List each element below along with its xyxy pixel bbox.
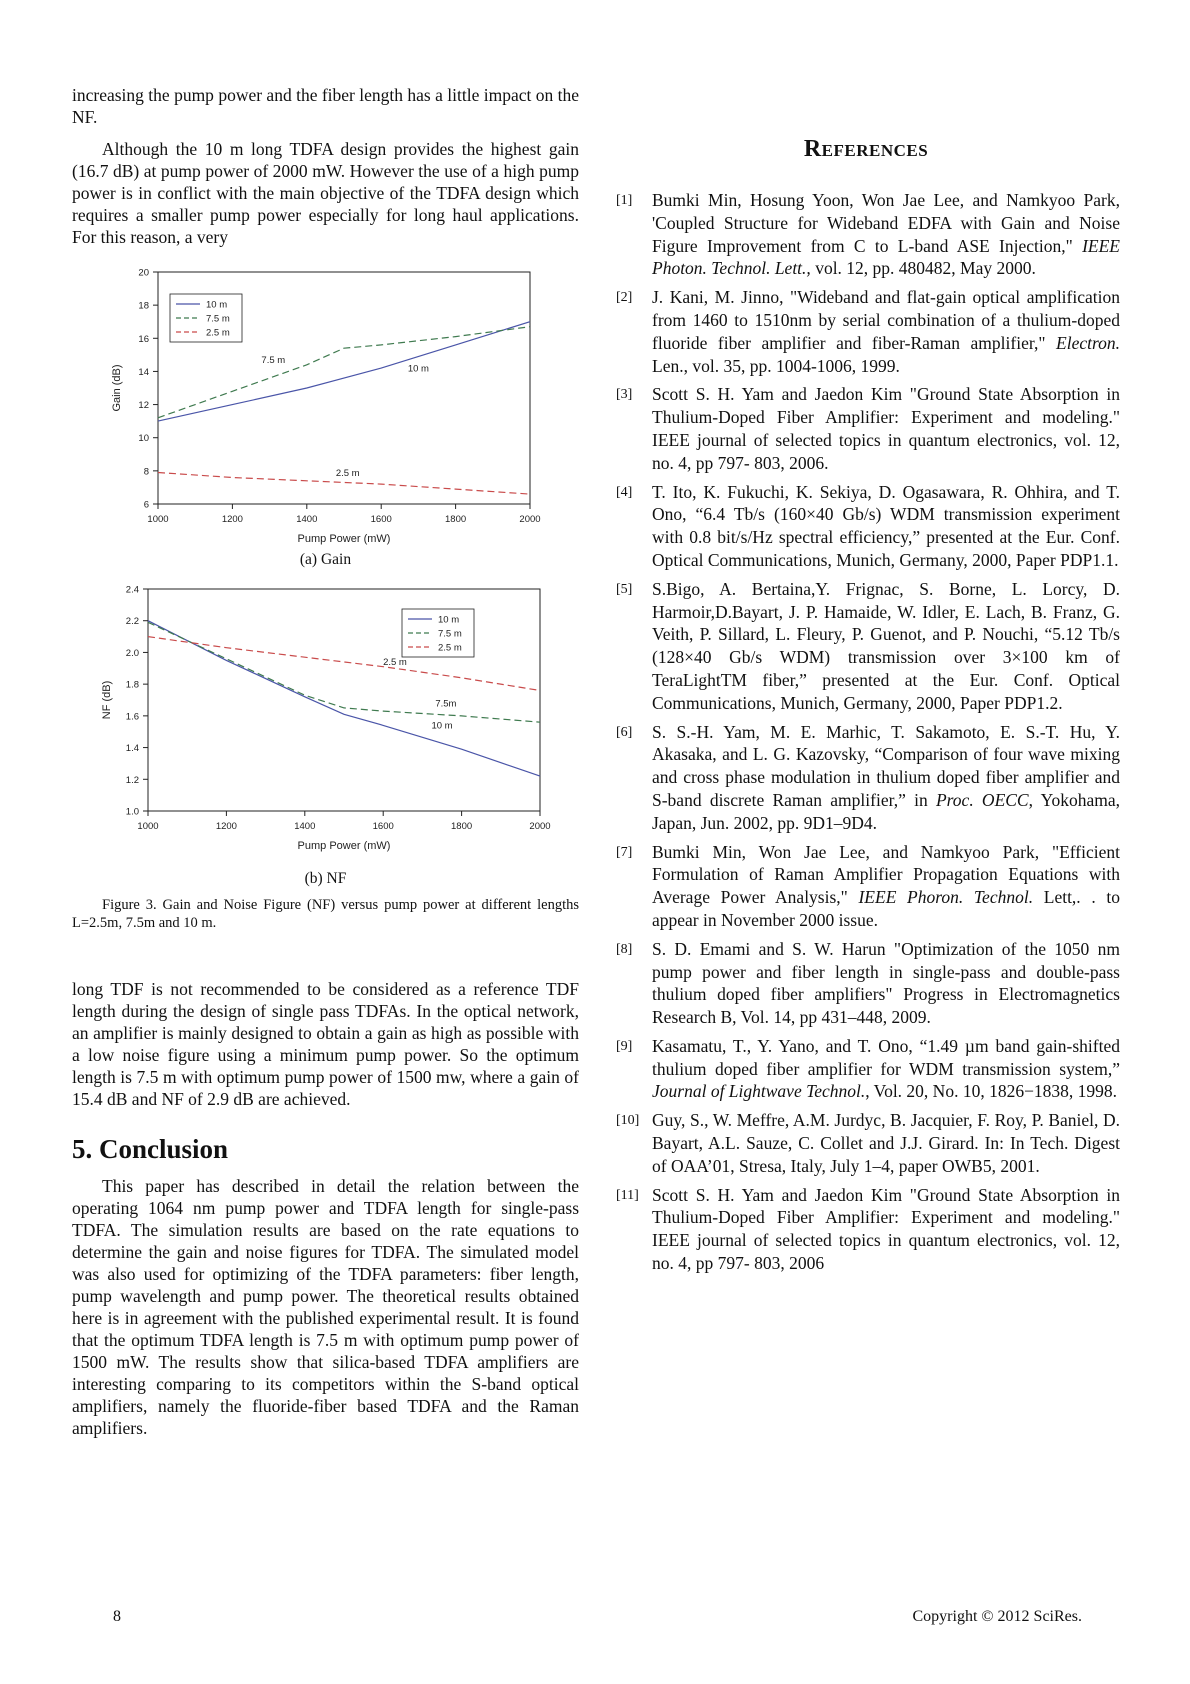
- y-tick-label: 14: [138, 366, 149, 378]
- paragraph: This paper has described in detail the relation between the operating 1064 nm pump power and TDFA length for single-pass TDFA. The simulation results are based on the rate equations to determine the gain and noise figures for TDFA. The simulated model was also used for optimizing of the TDFA parameters: fiber length, pump wavelength and pump power. The theoretical results obtained here is in agreement with the published experimental result. It is found that the optimum TDFA length is 7.5 m with optimum pump power of 1500 mW. The results show that silica-based TDFA amplifiers are interesting comparing to its competitors within the S-band optical amplifiers, namely the fluoride-fiber based TDFA and the Raman amplifiers.: [72, 1176, 579, 1438]
- legend-label: 10 m: [438, 614, 460, 626]
- reference-number: [8]: [616, 941, 633, 957]
- references-heading: References: [803, 136, 929, 162]
- legend-label: 2.5 m: [438, 642, 462, 654]
- reference-item: [612, 481, 1120, 572]
- reference-number: [4]: [616, 484, 633, 500]
- left-column: [72, 84, 579, 1439]
- reference-text: Scott S. H. Yam and Jaedon Kim "Ground State Absorption in Thulium-Doped Fiber Amplifier: Experiment and modeling." IEEE journal of selected topics in quantum electronics, vol. 12, no. 4, pp 797- 803, 2006: [652, 1184, 1120, 1274]
- legend: [402, 609, 474, 657]
- reference-text: T. Ito, K. Fukuchi, K. Sekiya, D. Ogasawara, R. Ohhira, and T. Ono, “6.4 Tb/s (160×40 Gb/s) WDM transmission experiment with 0.8 bit/s/Hz spectral efficiency,” presented at the Eur. Conf. Optical Communications, Munich, Germany, 2000, Paper PDP1.1.: [652, 481, 1120, 570]
- reference-number: [3]: [616, 387, 633, 403]
- reference-item: [612, 1035, 1120, 1103]
- legend-label: 2.5 m: [206, 327, 230, 339]
- section-title: 5. Conclusion: [72, 1134, 229, 1164]
- nf-chart-svg: [90, 579, 560, 864]
- reference-text: S. S.-H. Yam, M. E. Marhic, T. Sakamoto, E. S.-T. Hu, Y. Akasaka, and L. G. Kazovsky, “Comparison of four wave mixing and cross phase modulation in thulium doped fiber amplifier and S-band discrete Raman amplifier,” in: [652, 721, 1120, 810]
- reference-number: [5]: [616, 581, 633, 597]
- y-tick-label: 6: [143, 499, 149, 511]
- series-annotation: 2.5 m: [383, 657, 407, 669]
- reference-number: [10]: [616, 1113, 640, 1129]
- reference-item: [612, 841, 1120, 932]
- y-axis-label: Gain (dB): [111, 364, 123, 412]
- x-tick-label: 1400: [294, 821, 316, 832]
- reference-number: [11]: [616, 1187, 639, 1203]
- series-annotation: 2.5 m: [335, 467, 360, 479]
- reference-text: Kasamatu, T., Y. Yano, and T. Ono, “1.49 µm band gain-shifted thulium doped fiber amplifier for WDM transmission system,”: [652, 1035, 1120, 1079]
- y-tick-label: 20: [138, 267, 149, 279]
- reference-text: Lett,. . to appear in November 2000 issue.: [652, 887, 1120, 930]
- y-tick-label: 1.6: [125, 711, 139, 723]
- reference-text: Len., vol. 35, pp. 1004-1006, 1999.: [652, 355, 900, 376]
- y-tick-label: 1.2: [125, 774, 139, 786]
- y-tick-label: 2.0: [125, 647, 139, 659]
- figure-subcaption: (b) NF: [304, 870, 347, 887]
- gain-chart: [90, 260, 579, 545]
- y-tick-label: 18: [138, 300, 149, 312]
- reference-text: J. Kani, M. Jinno, "Wideband and flat-gain optical amplification from 1460 to 1510nm by serial combination of a thulium-doped fluoride fiber amplifier and fiber-Raman amplifier,": [652, 287, 1120, 353]
- y-tick-label: 8: [143, 466, 149, 478]
- legend-label: 10 m: [206, 299, 228, 311]
- reference-journal: Journal of Lightwave Technol.: [652, 1081, 866, 1102]
- reference-number: [2]: [616, 290, 633, 306]
- x-tick-label: 1200: [221, 514, 243, 525]
- x-tick-label: 2000: [529, 821, 551, 832]
- nf-chart: [90, 579, 579, 864]
- reference-journal: IEEE Phoron. Technol.: [858, 887, 1034, 908]
- series-line-10m: [148, 621, 540, 776]
- reference-item: [612, 721, 1120, 835]
- x-tick-label: 2000: [519, 514, 541, 525]
- reference-number: [7]: [616, 844, 633, 860]
- figure-subcaption: (a) Gain: [299, 551, 352, 568]
- reference-item: [612, 938, 1120, 1029]
- y-tick-label: 12: [138, 400, 149, 412]
- x-axis-label: Pump Power (mW): [297, 840, 391, 852]
- reference-text: vol. 12, pp. 480482, May 2000.: [810, 258, 1036, 279]
- reference-item: [612, 286, 1120, 377]
- reference-text: Bumki Min, Won Jae Lee, and Namkyoo Park, "Efficient Formulation of Raman Amplifier Propagation Equations with Average Power Analysis,": [652, 841, 1120, 908]
- reference-item: [612, 1109, 1120, 1177]
- series-annotation: 7.5 m: [261, 355, 286, 367]
- reference-text: Scott S. H. Yam and Jaedon Kim "Ground State Absorption in Thulium-Doped Fiber Amplifier: Experiment and modeling." IEEE journal of selected topics in quantum electronics, vol. 12, no. 4, pp 797- 803, 2006.: [652, 384, 1120, 473]
- y-tick-label: 10: [138, 433, 149, 445]
- plot-frame: [148, 589, 540, 811]
- reference-text: , Yokohama, Japan, Jun. 2002, pp. 9D1–9D4.: [652, 789, 1120, 833]
- gain-chart-svg: [90, 260, 560, 545]
- references-column: [612, 136, 1120, 1281]
- y-tick-label: 2.2: [125, 616, 139, 628]
- x-tick-label: 1400: [296, 514, 318, 525]
- series-line-7-5m: [148, 622, 540, 722]
- reference-item: [612, 578, 1120, 715]
- y-tick-label: 16: [138, 333, 149, 345]
- series-line-2-5m: [148, 637, 540, 691]
- paragraph: Although the 10 m long TDFA design provides the highest gain (16.7 dB) at pump power of 2000 mW. However the use of a high pump power is in conflict with the main objective of the TDFA design which requires a smaller pump power especially for long haul applications. For this reason, a very: [72, 139, 579, 247]
- reference-journal: Proc. OECC: [935, 789, 1029, 810]
- x-tick-label: 1200: [215, 821, 237, 832]
- x-tick-label: 1600: [372, 821, 394, 832]
- x-tick-label: 1800: [451, 821, 473, 832]
- paragraph: increasing the pump power and the fiber length has a little impact on the NF.: [72, 85, 579, 127]
- legend-label: 7.5 m: [438, 628, 462, 640]
- y-tick-label: 1.4: [125, 743, 139, 755]
- reference-text: S. D. Emami and S. W. Harun "Optimization of the 1050 nm pump power and fiber length in single-pass and double-pass thulium doped fiber amplifiers" Progress in Electromagnetics Research B, Vol. 14, pp 431–448, 2009.: [652, 938, 1120, 1028]
- x-tick-label: 1600: [370, 514, 392, 525]
- reference-item: [612, 189, 1120, 280]
- x-tick-label: 1000: [147, 514, 169, 525]
- y-tick-label: 1.8: [125, 679, 139, 691]
- reference-journal: Electron.: [1056, 332, 1120, 353]
- x-axis-label: Pump Power (mW): [297, 533, 391, 545]
- reference-item: [612, 1184, 1120, 1275]
- reference-list: [612, 189, 1120, 1275]
- reference-text: S.Bigo, A. Bertaina,Y. Frignac, S. Borne, L. Lorcy, D. Harmoir,D.Bayart, J. P. Hamaide, W. Idler, E. Lach, B. Franz, G. Veith, P. Sillard, L. Fleury, P. Guenot, and P. Nouchi, “5.12 Tb/s (128×40 Gb/s WDM) transmission over 3×100 km of TeraLightTM fiber,” presented at the Eur. Conf. Optical Communications, Munich, Germany, 2000, Paper PDP1.2.: [652, 578, 1120, 713]
- reference-text: Guy, S., W. Meffre, A.M. Jurdyc, B. Jacquier, F. Roy, P. Baniel, D. Bayart, A.L. Sauze, C. Collet and J.J. Girard. In: In Tech. Digest of OAA’01, Stresa, Italy, July 1–4, paper OWB5, 2001.: [652, 1110, 1120, 1176]
- copyright: Copyright © 2012 SciRes.: [912, 1608, 1082, 1625]
- y-tick-label: 1.0: [125, 806, 139, 818]
- reference-journal: IEEE Photon. Technol. Lett.,: [652, 235, 1120, 279]
- series-annotation: 10 m: [431, 720, 453, 732]
- paragraph: long TDF is not recommended to be considered as a reference TDF length during the design of single pass TDFAs. In the optical network, an amplifier is mainly designed to obtain a gain as high as possible with a low noise figure using a minimum pump power. So the optimum length is 7.5 m with optimum pump power of 1500 mw, where a gain of 15.4 dB and NF of 2.9 dB are achieved.: [72, 979, 579, 1109]
- x-tick-label: 1800: [445, 514, 467, 525]
- legend-label: 7.5 m: [206, 313, 230, 325]
- y-tick-label: 2.4: [125, 584, 139, 596]
- reference-text: , Vol. 20, No. 10, 1826−1838, 1998.: [865, 1081, 1118, 1102]
- page-number: 8: [113, 1608, 121, 1625]
- legend: [170, 294, 242, 342]
- reference-item: [612, 383, 1120, 474]
- figure-caption: Figure 3. Gain and Noise Figure (NF) versus pump power at different lengths L=2.5m, 7.5m and 10 m.: [72, 897, 579, 931]
- reference-text: Bumki Min, Hosung Yoon, Won Jae Lee, and Namkyoo Park, 'Coupled Structure for Wideband EDFA with Gain and Noise Figure Improvement from C to L-band ASE Injection,": [652, 190, 1120, 256]
- series-annotation: 7.5m: [435, 698, 457, 710]
- series-annotation: 10 m: [407, 363, 429, 375]
- reference-number: [1]: [616, 193, 633, 208]
- x-tick-label: 1000: [137, 821, 159, 832]
- reference-number: [9]: [616, 1038, 633, 1054]
- reference-number: [6]: [616, 724, 633, 740]
- y-axis-label: NF (dB): [101, 680, 113, 720]
